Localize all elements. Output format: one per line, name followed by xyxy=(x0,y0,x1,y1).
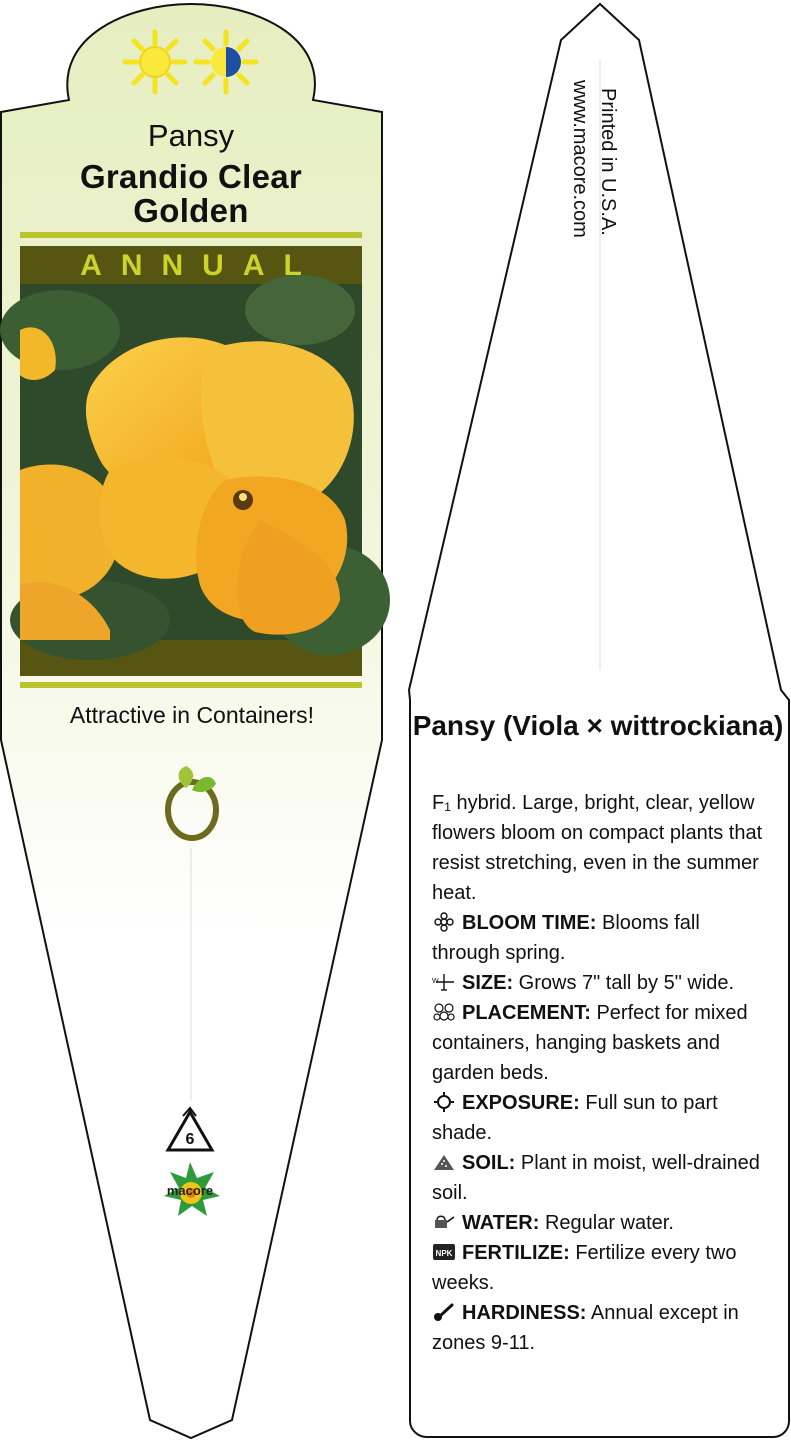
care-row xyxy=(432,1208,768,1238)
care-text: Perfect for mixed containers, hanging baskets and garden beds. xyxy=(432,1002,748,1084)
size-icon xyxy=(432,971,456,991)
care-label: PLACEMENT: xyxy=(462,1002,591,1024)
care-row xyxy=(432,998,768,1088)
svg-text:W: W xyxy=(432,978,439,985)
npk-icon xyxy=(432,1241,456,1261)
care-label: SIZE: xyxy=(462,972,514,994)
care-text: Full sun to part shade. xyxy=(432,1092,718,1144)
care-label: SOIL: xyxy=(462,1152,516,1174)
sun-icon xyxy=(432,1091,456,1111)
care-row xyxy=(432,968,768,998)
brand-name: macore xyxy=(166,1183,214,1198)
care-text: Blooms fall through spring. xyxy=(432,912,700,964)
care-text: Regular water. xyxy=(539,1212,674,1234)
website-label: www.macore.com xyxy=(569,80,591,238)
watering-can-icon xyxy=(432,1211,456,1231)
plant-type-label: ANNUAL xyxy=(80,249,321,282)
printed-in-label: Printed in U.S.A. xyxy=(597,88,619,236)
care-label: FERTILIZE: xyxy=(462,1242,570,1264)
flower-icon xyxy=(432,911,456,931)
care-label: BLOOM TIME: xyxy=(462,912,597,934)
common-name: Pansy xyxy=(147,118,235,153)
care-info xyxy=(432,788,768,1358)
svg-text:NPK: NPK xyxy=(435,1249,453,1258)
care-text: Plant in moist, well-drained soil. xyxy=(432,1152,760,1204)
tagline: Attractive in Containers! xyxy=(69,702,315,728)
care-row xyxy=(432,1238,768,1298)
care-list xyxy=(432,908,768,1358)
care-row xyxy=(432,1088,768,1148)
care-row xyxy=(432,1148,768,1208)
care-text: Annual except in zones 9-11. xyxy=(432,1302,739,1354)
care-text: Fertilize every two weeks. xyxy=(432,1242,737,1294)
thermometer-icon xyxy=(432,1301,456,1321)
care-label: EXPOSURE: xyxy=(462,1092,580,1114)
botanical-title: Pansy (Viola × wittrockiana) xyxy=(412,710,784,741)
soil-icon xyxy=(432,1151,456,1171)
care-row xyxy=(432,1298,768,1358)
cultivar-name: Grandio Clear Golden xyxy=(79,158,303,229)
care-label: HARDINESS: xyxy=(462,1302,587,1324)
care-label: WATER: xyxy=(462,1212,540,1234)
care-row xyxy=(432,908,768,968)
description: F₁ hybrid. Large, bright, clear, yellow flowers bloom on compact plants that resist stretching, even in the summer heat. xyxy=(432,792,763,904)
placement-icon xyxy=(432,1001,456,1021)
recycle-number: 6 xyxy=(185,1131,195,1148)
care-text: Grows 7" tall by 5" wide. xyxy=(513,972,735,994)
